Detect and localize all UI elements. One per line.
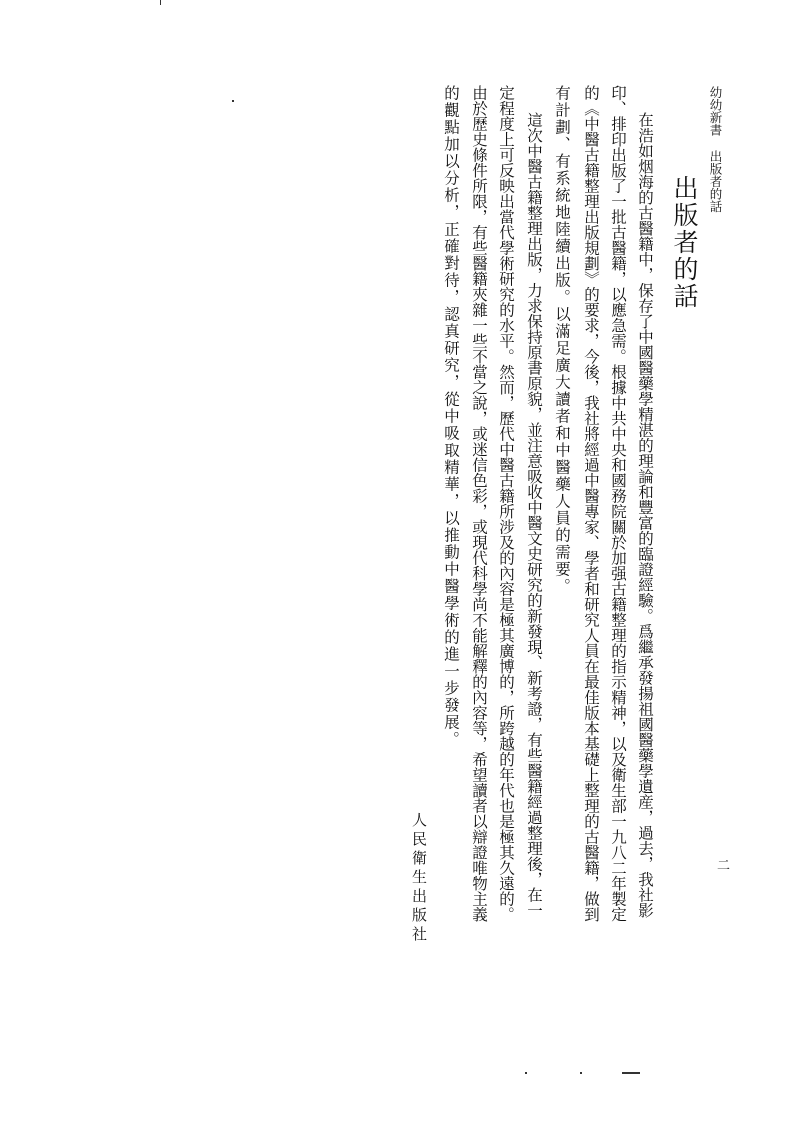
running-header <box>706 86 724 213</box>
scan-mark <box>160 0 161 5</box>
text-column-7: 由於歷史條件所限，有些醫籍夾雜一些不當之說，或迷信色彩，或現代科學尚不能解釋的內容等，希望讀者以辯證唯物主義 <box>470 85 488 922</box>
page-title: 出版者的話 <box>670 175 699 310</box>
text-column-6: 定程度上可反映出當代學術研究的水平。然而，歷代中醫古籍所涉及的內容是極其廣博的，所跨越的年代也是極其久遠的。 <box>497 85 515 922</box>
header-section: 出版者的話 <box>708 150 723 213</box>
scan-speck <box>525 1072 527 1074</box>
scan-speck <box>580 1072 582 1074</box>
scan-speck <box>232 100 234 102</box>
text-column-2: 印、排印出版了一批古醫籍，以應急需。根據中共中央和國務院關於加强古籍整理的指示精神，以及衛生部一九八二年製定 <box>609 85 627 922</box>
text-column-1: 在浩如烟海的古醫籍中，保存了中國醫藥學精湛的理論和豐富的臨證經驗。爲繼承發揚祖國醫藥學遺産，過去，我社影 <box>636 112 654 918</box>
text-column-4: 有計劃、有系統地陸續出版。以滿足廣大讀者和中醫藥人員的需要。 <box>553 85 571 595</box>
text-column-8: 的觀點加以分析，正確對待，認真研究，從中吸取精華，以推動中醫學術的進一步發展。 <box>442 85 460 748</box>
publisher-name: 人民衛生出版社 <box>410 812 428 945</box>
header-book-title: 幼幼新書 <box>708 86 723 136</box>
page-number: 二 <box>714 858 729 871</box>
scan-mark <box>622 1072 640 1074</box>
text-column-3: 的《中醫古籍整理出版規劃》的要求，今後，我社將經過中醫專家、學者和研究人員在最佳版本基礎上整理的古醫籍，做到 <box>582 85 600 922</box>
text-column-5: 這次中醫古籍整理出版，力求保持原書原貌，並注意吸收中醫文史研究的新發現、新考證，有些醫籍經過整理後，在一 <box>525 112 543 918</box>
